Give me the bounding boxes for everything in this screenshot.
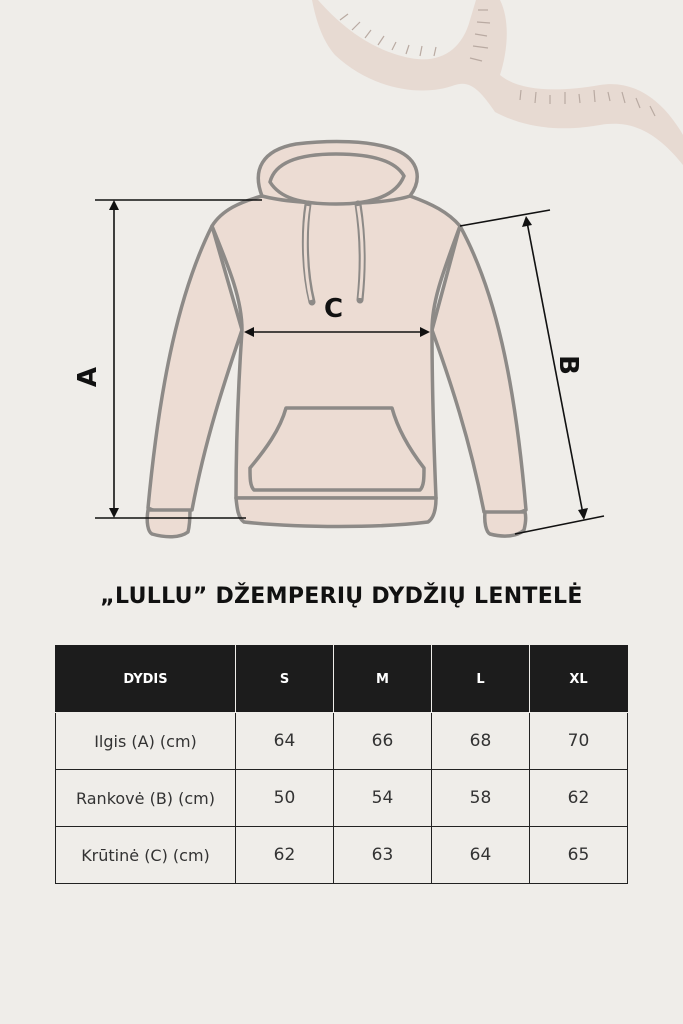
table-header-row (56, 646, 628, 713)
measure-b-bottom-tick (515, 516, 604, 534)
table-row (56, 770, 628, 827)
table-cell: 66 (334, 713, 432, 770)
table-cell: 62 (236, 827, 334, 884)
waistband (236, 498, 436, 527)
table-cell: 68 (432, 713, 530, 770)
page-title: „LULLU” DŽEMPERIŲ DYDŽIŲ LENTELĖ (100, 584, 583, 609)
table-cell: 65 (530, 827, 628, 884)
row-label-sleeve: Rankovė (B) (cm) (56, 770, 236, 827)
measure-c-label: C (324, 294, 344, 324)
table-row (56, 827, 628, 884)
row-label-chest: Krūtinė (C) (cm) (56, 827, 236, 884)
header-cell-xl: XL (530, 646, 628, 713)
left-cuff (147, 510, 190, 537)
measure-a-label: A (73, 366, 104, 388)
header-cell-m: M (334, 646, 432, 713)
table-cell: 70 (530, 713, 628, 770)
header-cell-l: L (432, 646, 530, 713)
table-cell: 54 (334, 770, 432, 827)
hood-opening (270, 154, 404, 204)
row-label-length: Ilgis (A) (cm) (56, 713, 236, 770)
header-cell-size: DYDIS (56, 646, 236, 713)
size-chart-table (55, 645, 628, 884)
table-cell: 64 (432, 827, 530, 884)
table-cell: 62 (530, 770, 628, 827)
table-cell: 64 (236, 713, 334, 770)
table-cell: 50 (236, 770, 334, 827)
table-cell: 63 (334, 827, 432, 884)
measure-b-top-tick (460, 210, 550, 226)
table-cell: 58 (432, 770, 530, 827)
header-cell-s: S (236, 646, 334, 713)
table-row (56, 713, 628, 770)
measure-b-label: B (552, 355, 583, 375)
